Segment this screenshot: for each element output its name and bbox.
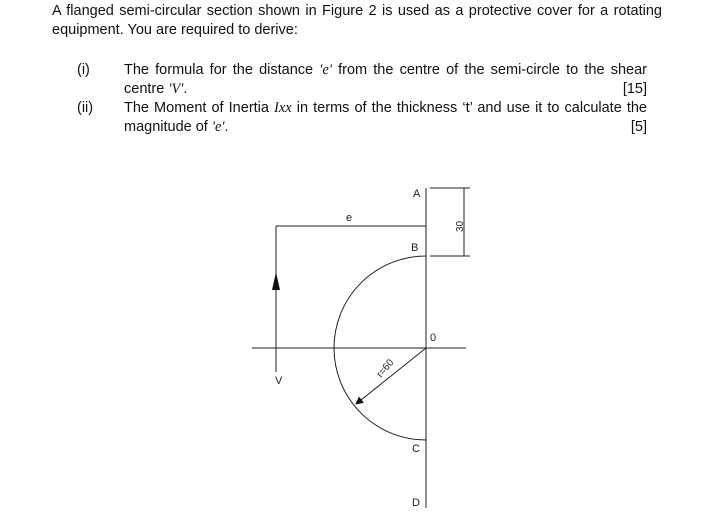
shear-force-arrow-icon <box>272 272 280 290</box>
question-1-number: (i) <box>77 62 90 78</box>
question-2-number: (ii) <box>77 100 94 116</box>
radius-arrow <box>356 348 426 404</box>
radius-label: r=60 <box>374 357 397 380</box>
label-B: B <box>411 242 419 254</box>
question-2-line-2: magnitude of 'e'. [5] <box>124 119 647 135</box>
label-D: D <box>412 497 420 509</box>
label-A: A <box>413 188 421 200</box>
label-e: e <box>346 212 353 224</box>
question-1-line-1: The formula for the distance 'e' from the centre of the semi-circle to the shear <box>124 62 647 78</box>
dim-30-label: 30 <box>455 220 466 232</box>
question-2-line-1: The Moment of Inertia Ixx in terms of the thickness ‘t’ and use it to calculate the <box>124 100 647 116</box>
label-V: V <box>275 375 283 387</box>
label-O: 0 <box>430 332 437 344</box>
question-2-marks: [5] <box>630 119 647 135</box>
question-1-line-2: centre 'V'. [15] <box>124 81 647 97</box>
intro-paragraph: A flanged semi-circular section shown in Figure 2 is used as a protective cover for a rotating equipment. You are required to derive: <box>52 3 662 38</box>
label-C: C <box>412 443 420 455</box>
question-1-marks: [15] <box>622 81 647 97</box>
